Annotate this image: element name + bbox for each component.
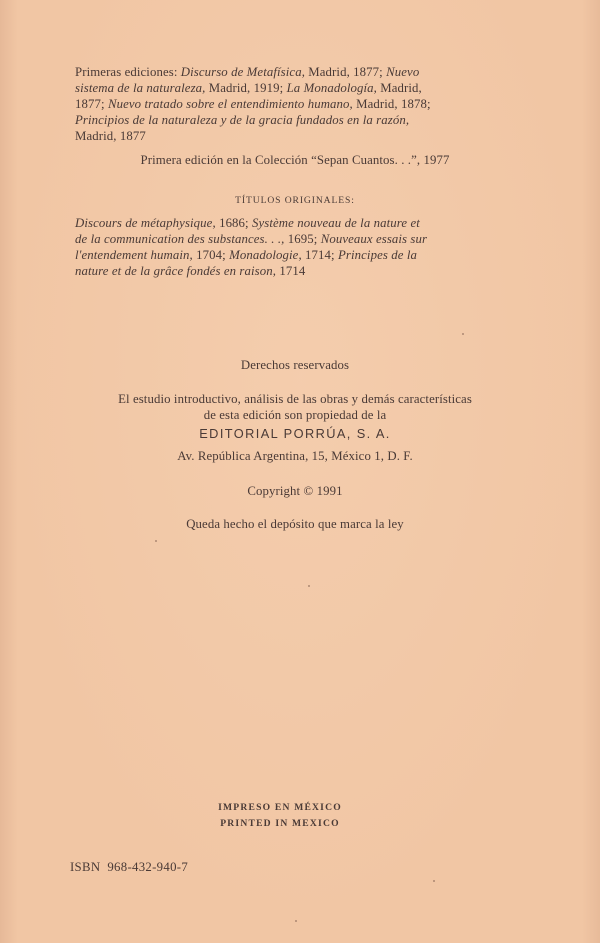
text-line: [75, 215, 486, 231]
text-segment: 1714: [276, 264, 306, 278]
text-line: [75, 80, 486, 96]
paper-speck: [462, 333, 464, 335]
copyright-notice: Copyright © 1991: [247, 484, 343, 498]
text-line: [75, 128, 486, 144]
italic-title: de la communication des substances. . .,: [75, 232, 285, 246]
italic-title: Principes de la: [338, 248, 417, 262]
publisher-address: Av. República Argentina, 15, México 1, D. F.: [177, 449, 413, 463]
italic-title: l'entendement humain,: [75, 248, 193, 262]
text-line: [75, 247, 486, 263]
isbn-number: ISBN 968-432-940-7: [70, 860, 189, 874]
paper-speck: [295, 920, 297, 922]
italic-title: Discours de métaphysique,: [75, 216, 216, 230]
text-line: [75, 96, 486, 112]
text-segment: Primeras ediciones:: [75, 65, 181, 79]
italic-title: Principios de la naturaleza y de la gracia fundados en la razón,: [75, 113, 410, 127]
printed-english: PRINTED IN MEXICO: [220, 818, 340, 829]
text-segment: Madrid, 1878;: [352, 97, 431, 111]
paper-speck: [433, 880, 435, 882]
text-line: [75, 64, 486, 80]
paper-speck: [155, 540, 157, 542]
text-segment: Madrid, 1877;: [305, 65, 387, 79]
printed-spanish: IMPRESO EN MÉXICO: [218, 802, 342, 813]
italic-title: La Monadología,: [286, 81, 377, 95]
italic-title: nature et de la grâce fondés en raison,: [75, 264, 277, 278]
italic-title: sistema de la naturaleza,: [75, 81, 206, 95]
printed-in-block: [60, 800, 500, 832]
text-line: [75, 112, 486, 128]
italic-title: Nouveaux essais sur: [320, 232, 428, 246]
publisher-line-1: El estudio introductivo, análisis de las obras y demás características: [118, 392, 472, 406]
original-titles-heading: TÍTULOS ORIGINALES:: [235, 195, 355, 206]
original-titles-paragraph: [75, 215, 486, 279]
italic-title: Discurso de Metafísica,: [180, 65, 305, 79]
italic-title: Nuevo: [386, 65, 420, 79]
text-line: [75, 263, 486, 279]
italic-title: Système nouveau de la nature et: [252, 216, 420, 230]
text-segment: 1714;: [301, 248, 338, 262]
publisher-line-2: de esta edición son propiedad de la: [203, 408, 387, 422]
text-segment: Madrid, 1919;: [205, 81, 287, 95]
first-editions-paragraph: [75, 64, 486, 144]
text-segment: Madrid,: [376, 81, 422, 95]
paper-speck: [308, 585, 310, 587]
italic-title: Monadologie,: [229, 248, 302, 262]
legal-deposit-note: Queda hecho el depósito que marca la ley: [186, 517, 404, 531]
text-segment: 1877;: [75, 97, 108, 111]
text-segment: 1695;: [284, 232, 321, 246]
italic-title: Nuevo tratado sobre el entendimiento humano,: [107, 97, 353, 111]
rights-reserved: Derechos reservados: [240, 358, 350, 372]
collection-edition-note: Primera edición en la Colección “Sepan Cuantos. . .”, 1977: [140, 153, 450, 167]
text-segment: 1686;: [215, 216, 253, 230]
text-segment: Madrid, 1877: [75, 129, 146, 143]
publisher-statement: [70, 391, 520, 464]
publisher-name: EDITORIAL PORRÚA, S. A.: [199, 426, 391, 441]
text-line: [75, 231, 486, 247]
text-segment: 1704;: [192, 248, 230, 262]
